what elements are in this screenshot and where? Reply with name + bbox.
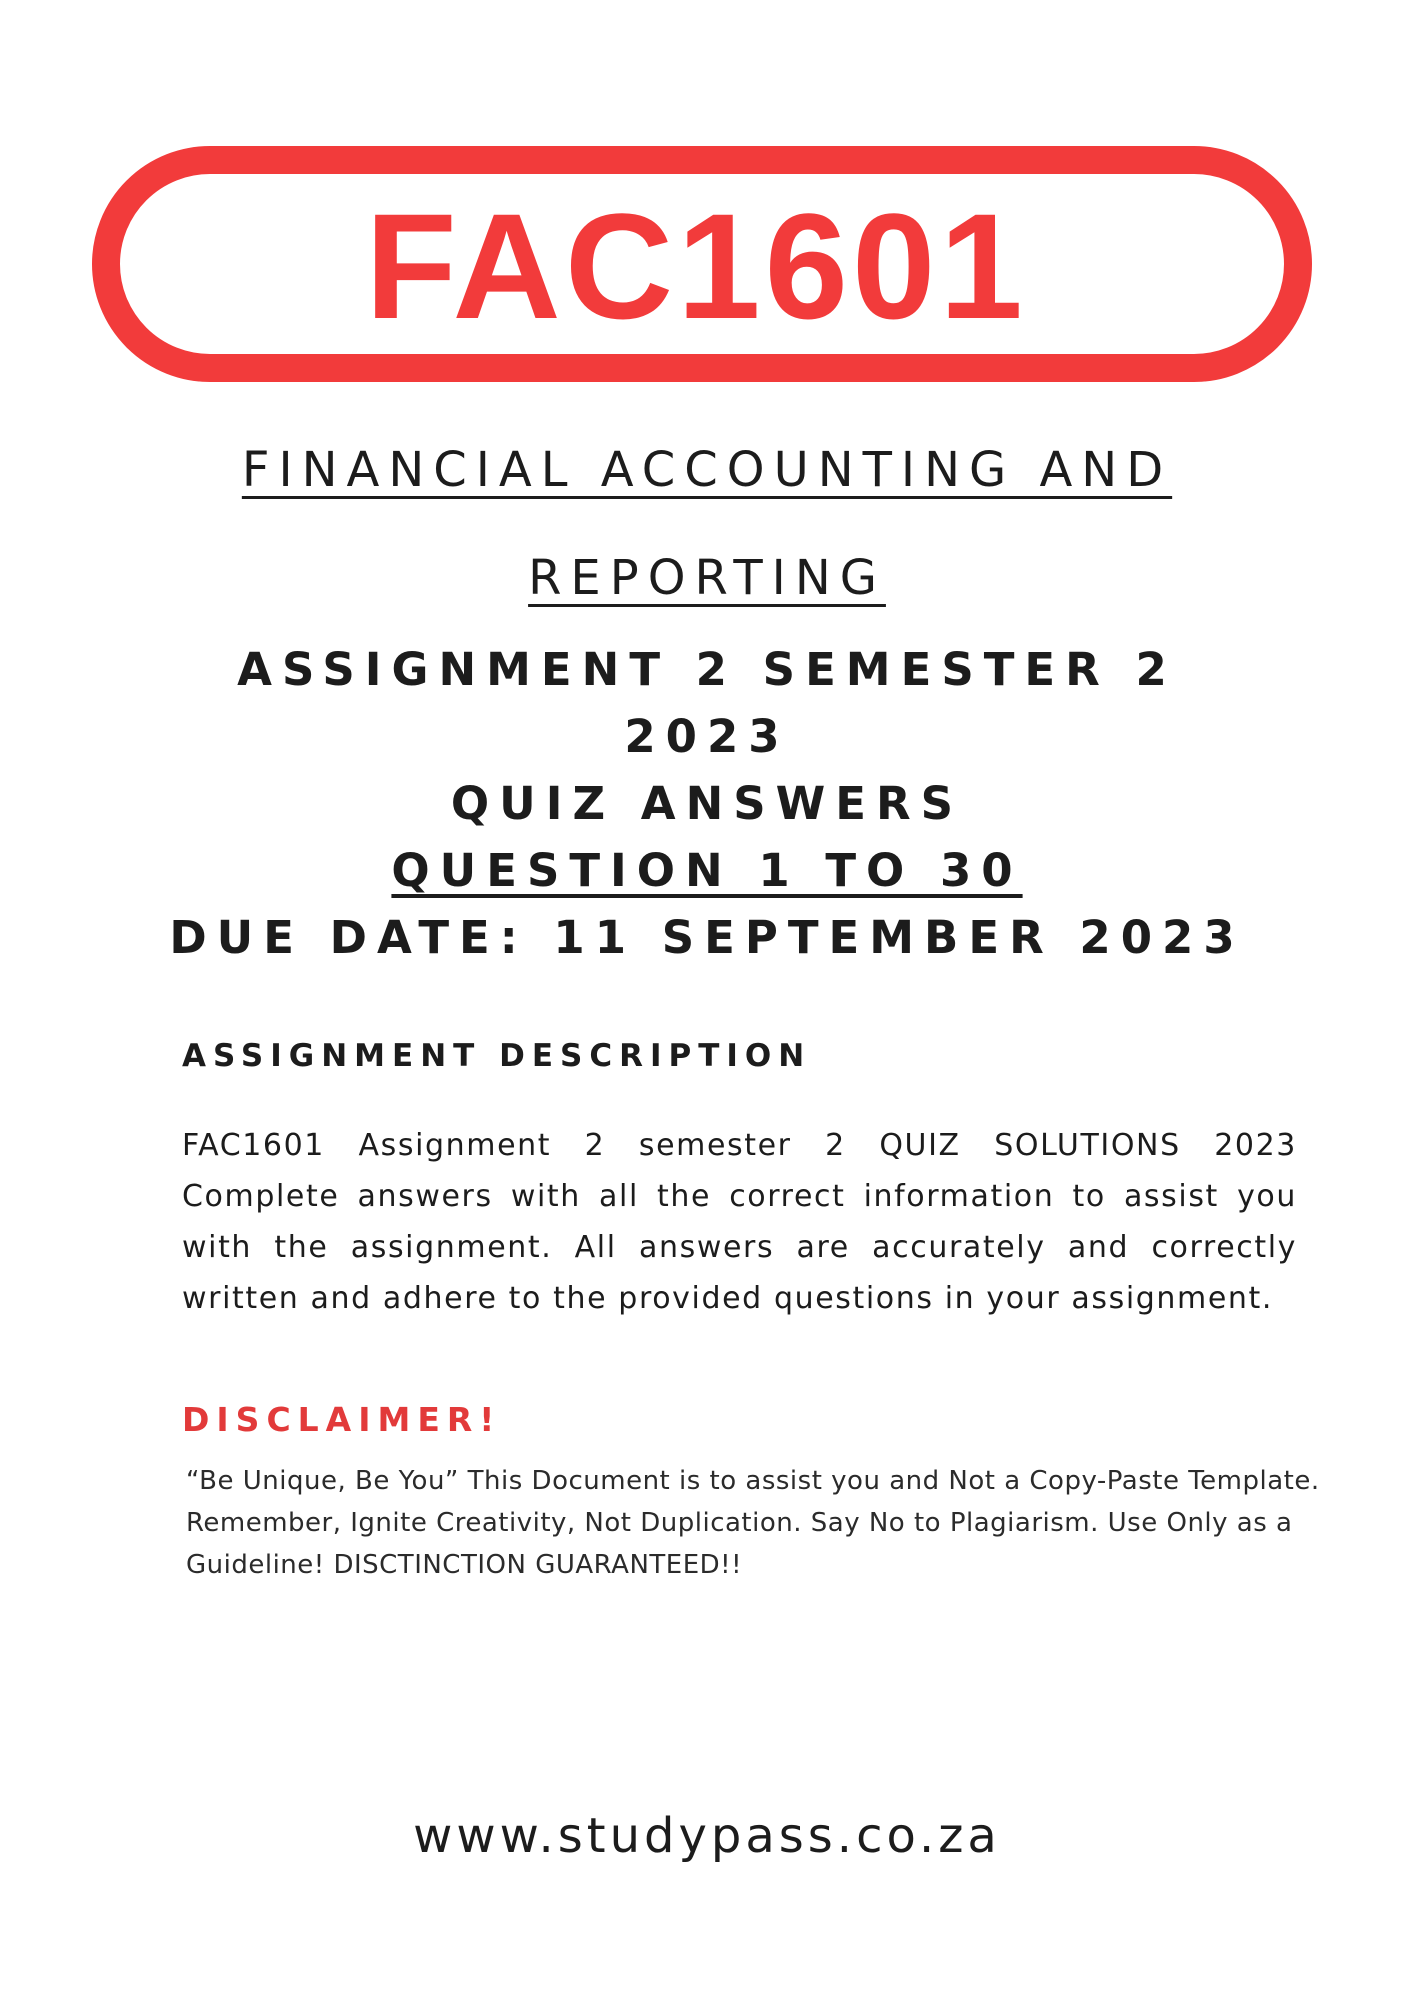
questions-range-heading: QUESTION 1 TO 30: [391, 844, 1023, 897]
course-name-line-2: REPORTING: [528, 550, 886, 606]
course-code-banner: [92, 146, 1312, 382]
assignment-description-title: ASSIGNMENT DESCRIPTION: [182, 1038, 812, 1074]
quiz-answers-heading: QUIZ ANSWERS: [450, 777, 964, 830]
assignment-heading: ASSIGNMENT 2 SEMESTER 2: [237, 643, 1177, 696]
assignment-year: 2023: [624, 710, 790, 763]
assignment-heading-block: [0, 636, 1414, 971]
disclaimer-text: “Be Unique, Be You” This Document is to assist you and Not a Copy-Paste Template. Remember, Ignite Creativity, Not Duplication. Say No to Plagiarism. Use Only as a Guideline! DISCTINCTION GUARANTEED!!: [186, 1466, 1320, 1580]
course-code-title: FAC1601: [365, 182, 1027, 350]
due-date-heading: DUE DATE: 11 SEPTEMBER 2023: [169, 911, 1245, 964]
course-name-line-1: FINANCIAL ACCOUNTING AND: [241, 442, 1173, 498]
assignment-description-text: FAC1601 Assignment 2 semester 2 QUIZ SOLUTIONS 2023 Complete answers with all the correct information to assist you with the assignment. All answers are accurately and correctly written and adhere to the provided questions in your assignment.: [182, 1128, 1297, 1316]
footer-website-url: www.studypass.co.za: [413, 1808, 1001, 1864]
disclaimer-title: DISCLAIMER!: [182, 1400, 502, 1439]
